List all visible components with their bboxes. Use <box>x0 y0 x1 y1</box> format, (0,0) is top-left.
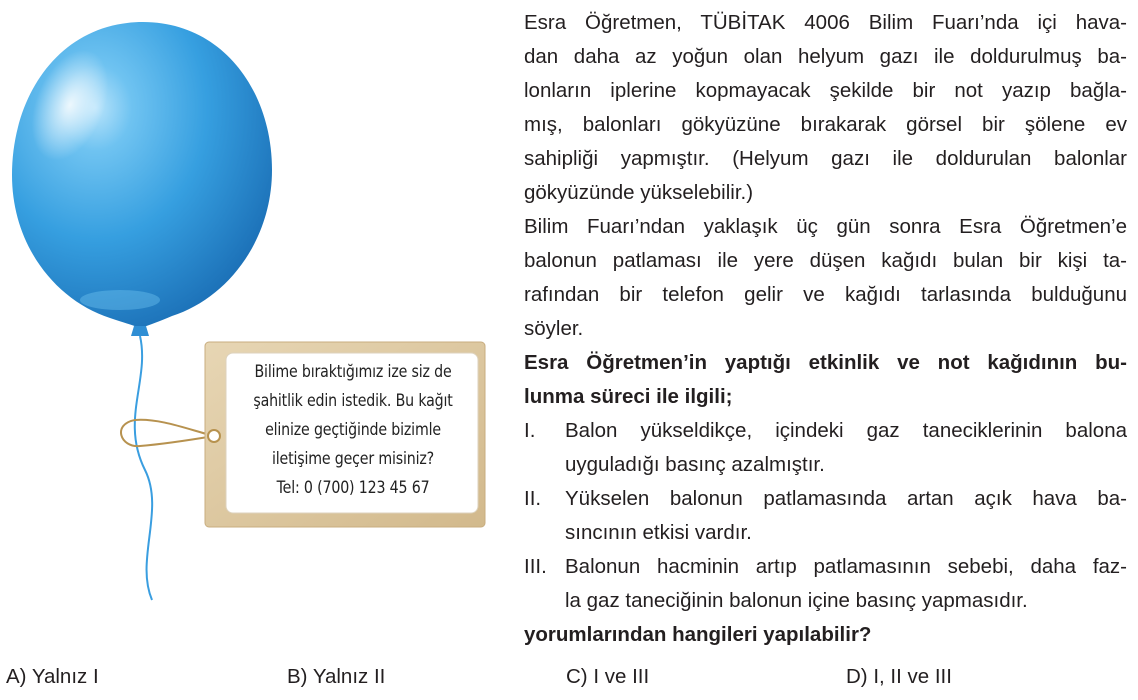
balloon-knot <box>131 326 149 336</box>
tag-line: iletişime geçer misiniz? <box>271 449 435 468</box>
balloon-body <box>12 22 272 328</box>
tag-line: elinize geçtiğinde bizimle <box>265 420 441 439</box>
question-passage <box>524 6 1127 652</box>
question-intro <box>524 346 1127 414</box>
paragraph-1 <box>524 6 1127 210</box>
option-d[interactable]: D) I, II ve III <box>846 665 952 688</box>
statement-number: III. <box>524 555 547 578</box>
statement-line: uyguladığı basınç azalmıştır. <box>565 453 825 476</box>
statement-number: I. <box>524 419 536 442</box>
tag-eyelet <box>208 430 220 442</box>
passage-line: lonların iplerine kopmayacak şekilde bir not yazıp bağla- <box>524 79 1127 102</box>
tag-line: Bilime bıraktığımız ize siz de <box>254 362 452 381</box>
statement-1 <box>524 414 1127 482</box>
statement-line: la gaz taneciğinin balonun içine basınç yapmasıdır. <box>565 589 1028 612</box>
answer-options <box>0 660 1138 694</box>
passage-line: mış, balonları gökyüzüne bırakarak görsel bir şölene ev <box>524 113 1127 136</box>
statement-line: sıncının etkisi vardır. <box>565 521 752 544</box>
statement-line: Balonun hacminin artıp patlamasının sebebi, daha faz- <box>565 555 1127 578</box>
option-a[interactable]: A) Yalnız I <box>6 665 99 688</box>
statement-number: II. <box>524 487 542 510</box>
question-line: lunma süreci ile ilgili; <box>524 385 733 408</box>
passage-line: sahipliği yapmıştır. (Helyum gazı ile doldurulan balonlar <box>524 147 1127 170</box>
statement-line: Yükselen balonun patlamasında artan açık hava ba- <box>565 487 1127 510</box>
passage-line: Bilim Fuarı’ndan yaklaşık üç gün sonra Esra Öğretmen’e <box>524 215 1127 238</box>
tag-line: şahitlik edin istedik. Bu kağıt <box>253 391 453 410</box>
statement-line: Balon yükseldikçe, içindeki gaz taneciklerinin balona <box>565 419 1127 442</box>
balloon-string <box>135 336 152 600</box>
tag-message <box>246 357 461 502</box>
option-c[interactable]: C) I ve III <box>566 665 650 688</box>
passage-line: dan daha az yoğun olan helyum gazı ile doldurulmuş ba- <box>524 45 1127 68</box>
question-end <box>524 618 1127 652</box>
question-line: Esra Öğretmen’in yaptığı etkinlik ve not kağıdının bu- <box>524 351 1127 374</box>
passage-line: Esra Öğretmen, TÜBİTAK 4006 Bilim Fuarı’nda içi hava- <box>524 11 1127 34</box>
question-line: yorumlarından hangileri yapılabilir? <box>524 623 872 646</box>
passage-line: gökyüzünde yükselebilir.) <box>524 181 754 204</box>
statement-2 <box>524 482 1127 550</box>
passage-line: rafından bir telefon gelir ve kağıdı tarlasında bulduğunu <box>524 283 1127 306</box>
tag-phone: Tel: 0 (700) 123 45 67 <box>276 478 430 497</box>
passage-line: balonun patlaması ile yere düşen kağıdı bulan bir kişi ta- <box>524 249 1127 272</box>
balloon-illustration <box>0 0 500 640</box>
paragraph-2 <box>524 210 1127 346</box>
passage-line: söyler. <box>524 317 584 340</box>
option-b[interactable]: B) Yalnız II <box>287 665 386 688</box>
statement-3 <box>524 550 1127 618</box>
